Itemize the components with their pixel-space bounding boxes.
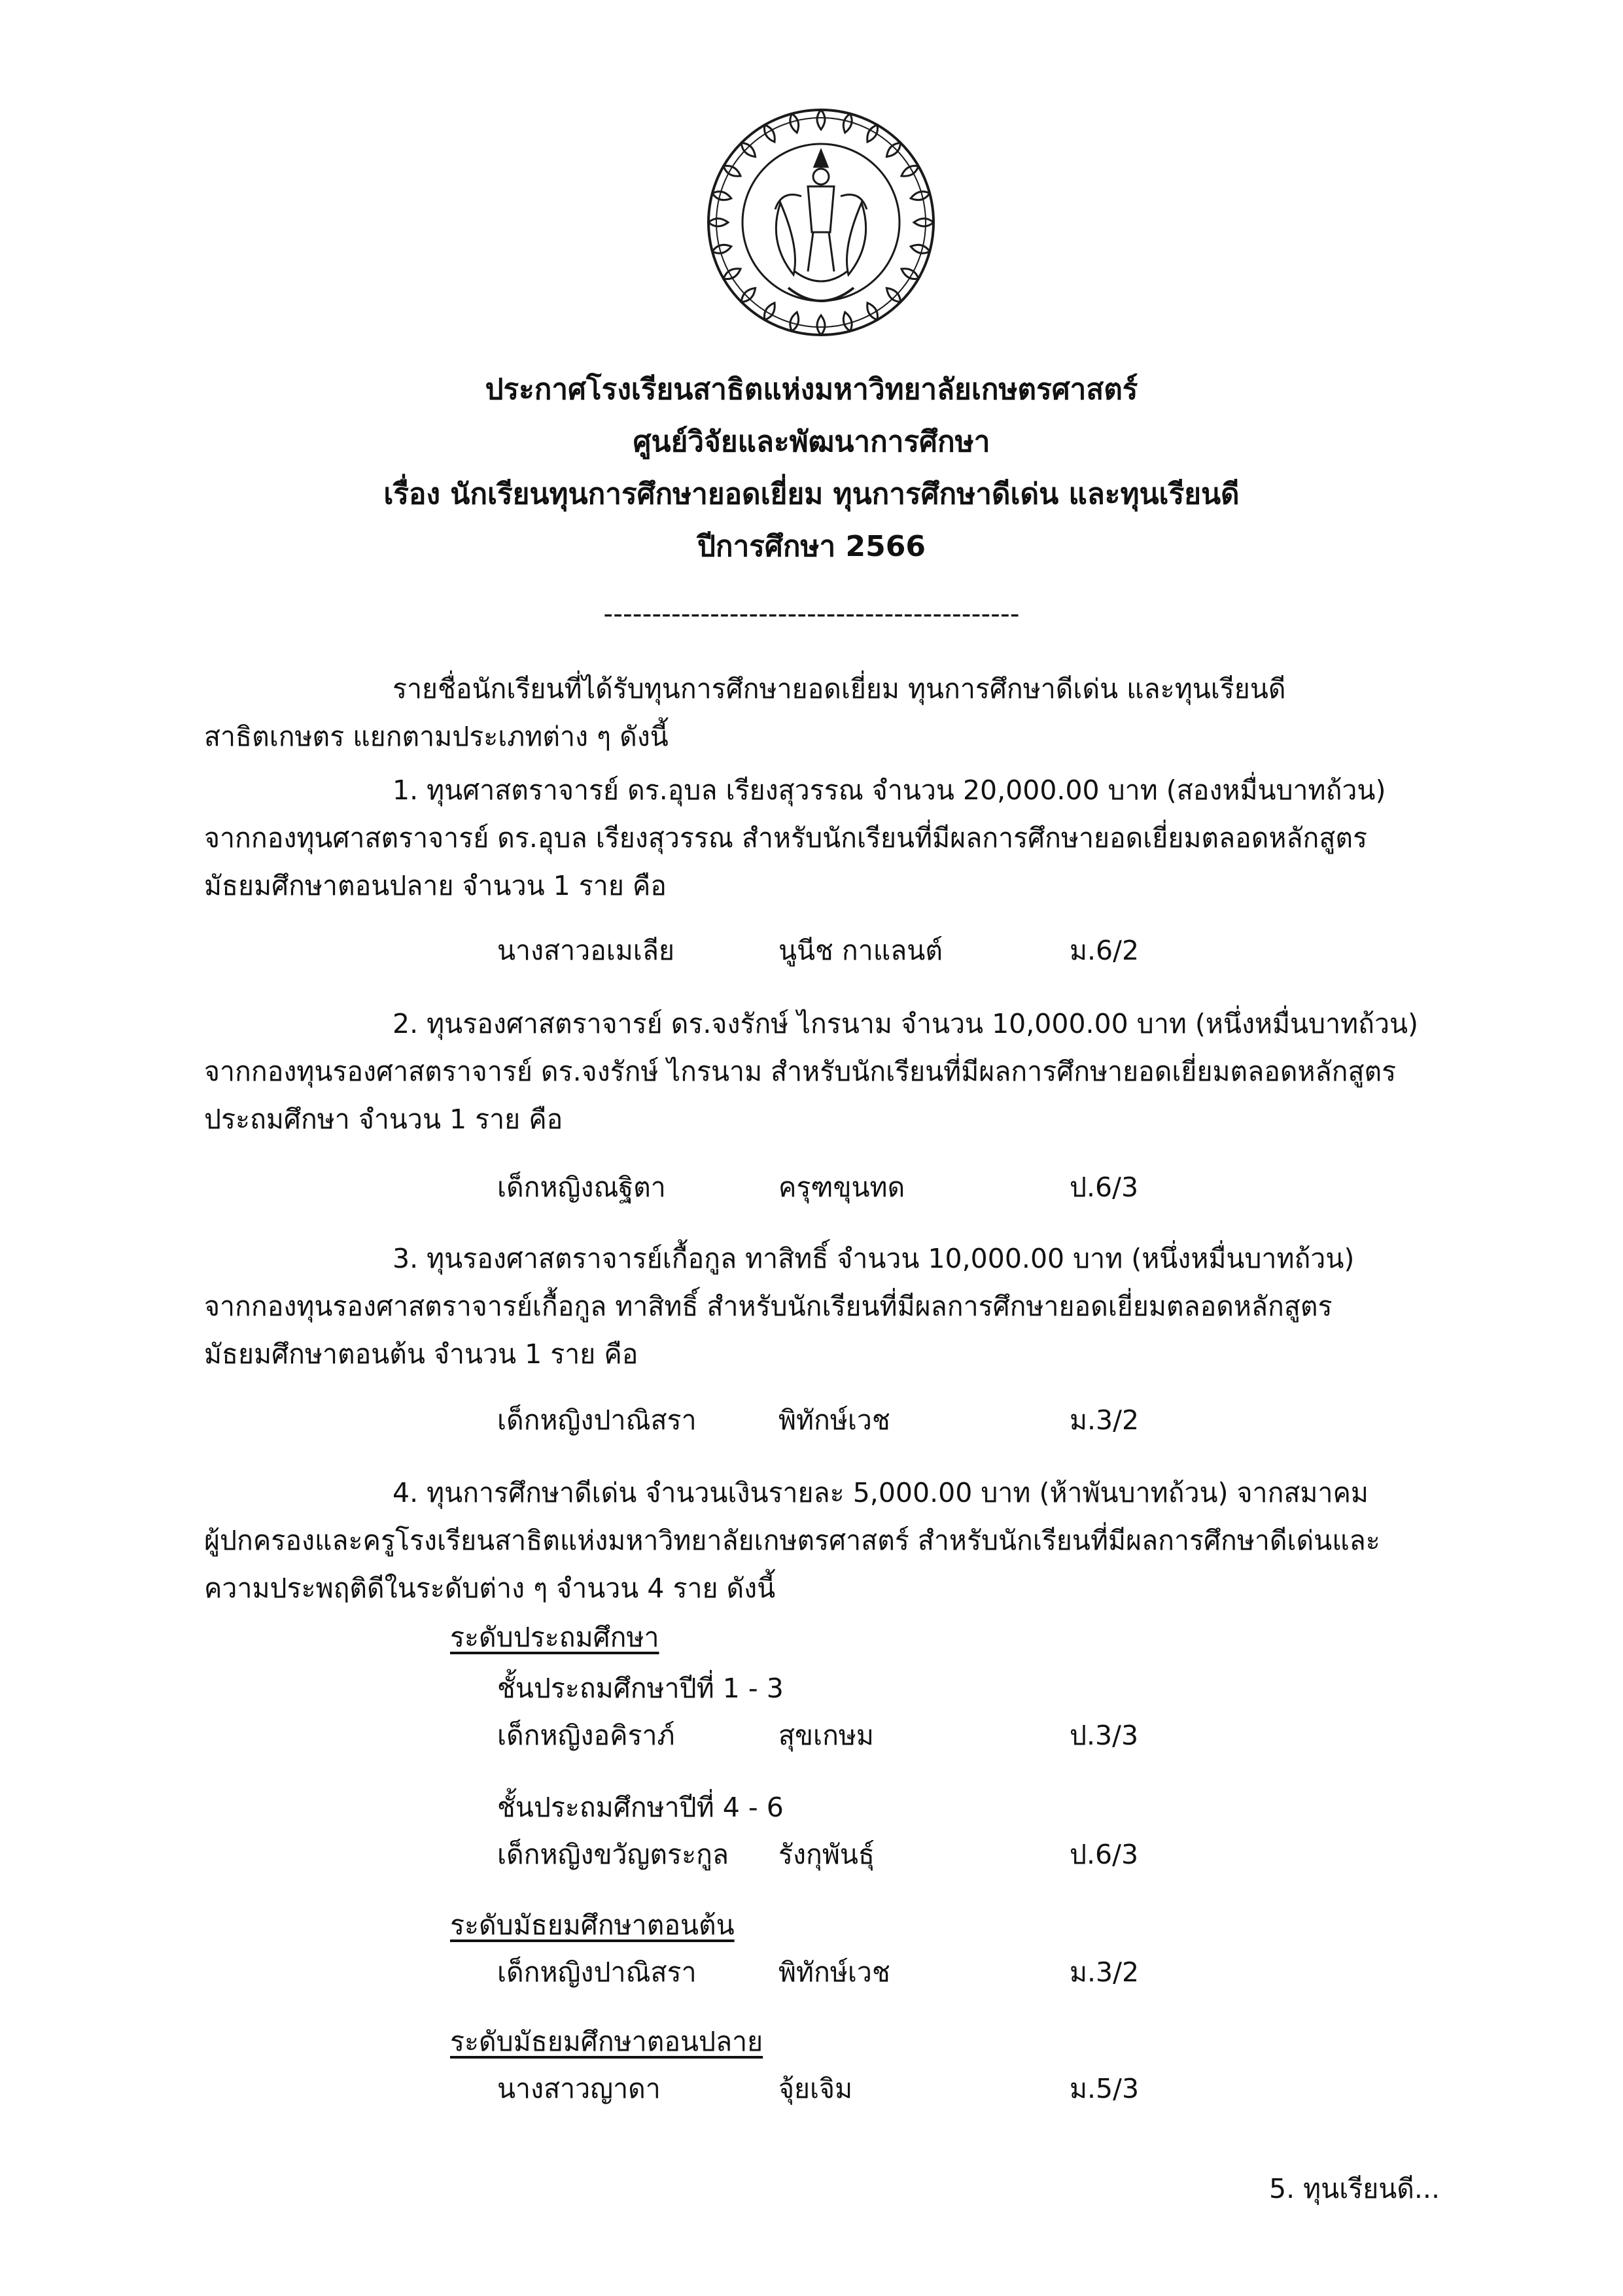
item-1-line-1: 1. ทุนศาสตราจารย์ ดร.อุบล เรียงสุวรรณ จำนวน 20,000.00 บาท (สองหมื่นบาทถ้วน) xyxy=(393,774,1386,806)
level-lower-secondary-heading: ระดับมัธยมศึกษาตอนต้น xyxy=(450,1909,735,1941)
subject-title: เรื่อง นักเรียนทุนการศึกษายอดเยี่ยม ทุนการศึกษาดีเด่น และทุนเรียนดี xyxy=(383,478,1240,511)
separator-line: ------------------------------------------- xyxy=(603,598,1020,629)
recipient-class: ป.6/3 xyxy=(1070,1839,1139,1870)
academic-year: ปีการศึกษา 2566 xyxy=(697,530,926,563)
recipient-first-name: นางสาวอเมเลีย xyxy=(497,935,674,966)
item-4-line-1: 4. ทุนการศึกษาดีเด่น จำนวนเงินรายละ 5,000.00 บาท (ห้าพันบาทถ้วน) จากสมาคม xyxy=(393,1477,1369,1508)
recipient-class: ป.6/3 xyxy=(1070,1172,1139,1203)
item-3-line-2: จากกองทุนรองศาสตราจารย์เกื้อกูล ทาสิทธิ์ สำหรับนักเรียนที่มีผลการศึกษายอดเยี่ยมตลอดหลักสูตร xyxy=(204,1291,1333,1322)
item-3-line-1: 3. ทุนรองศาสตราจารย์เกื้อกูล ทาสิทธิ์ จำนวน 10,000.00 บาท (หนึ่งหมื่นบาทถ้วน) xyxy=(393,1243,1355,1274)
recipient-class: ม.3/2 xyxy=(1070,1404,1140,1436)
recipient-class: ม.5/3 xyxy=(1070,2073,1140,2104)
recipient-last-name: จุ้ยเจิม xyxy=(778,2073,853,2104)
item-3-line-3: มัธยมศึกษาตอนต้น จำนวน 1 ราย คือ xyxy=(204,1338,638,1370)
item-1-line-2: จากกองทุนศาสตราจารย์ ดร.อุบล เรียงสุวรรณ สำหรับนักเรียนที่มีผลการศึกษายอดเยี่ยมตลอดหลักสูตร xyxy=(204,822,1368,854)
recipient-last-name: ครุฑขุนทด xyxy=(778,1172,905,1203)
department-title: ศูนย์วิจัยและพัฒนาการศึกษา xyxy=(633,425,990,459)
recipient-first-name: เด็กหญิงปาณิสรา xyxy=(497,1957,697,1988)
recipient-class: ม.6/2 xyxy=(1070,935,1140,966)
item-2-line-1: 2. ทุนรองศาสตราจารย์ ดร.จงรักษ์ ไกรนาม จำนวน 10,000.00 บาท (หนึ่งหมื่นบาทถ้วน) xyxy=(393,1008,1418,1039)
intro-line-2: สาธิตเกษตร แยกตามประเภทต่าง ๆ ดังนี้ xyxy=(204,721,669,752)
item-2-line-2: จากกองทุนรองศาสตราจารย์ ดร.จงรักษ์ ไกรนาม สำหรับนักเรียนที่มีผลการศึกษายอดเยี่ยมตลอดหลักสูตร xyxy=(204,1056,1397,1087)
item-1-line-3: มัธยมศึกษาตอนปลาย จำนวน 1 ราย คือ xyxy=(204,870,667,901)
level-upper-secondary-heading: ระดับมัธยมศึกษาตอนปลาย xyxy=(450,2026,763,2057)
recipient-last-name: สุขเกษม xyxy=(778,1720,874,1751)
level-primary-heading: ระดับประถมศึกษา xyxy=(450,1622,659,1653)
announcement-title: ประกาศโรงเรียนสาธิตแห่งมหาวิทยาลัยเกษตรศาสตร์ xyxy=(485,373,1138,406)
recipient-first-name: นางสาวญาดา xyxy=(497,2073,661,2104)
page-continuation: 5. ทุนเรียนดี... xyxy=(1268,2173,1440,2204)
recipient-last-name: พิทักษ์เวช xyxy=(778,1957,890,1988)
recipient-last-name: รังกุพันธุ์ xyxy=(778,1839,875,1870)
primary-grade-1-3-heading: ชั้นประถมศึกษาปีที่ 1 - 3 xyxy=(497,1673,784,1704)
primary-grade-4-6-heading: ชั้นประถมศึกษาปีที่ 4 - 6 xyxy=(497,1792,784,1823)
item-4-line-3: ความประพฤติดีในระดับต่าง ๆ จำนวน 4 ราย ดังนี้ xyxy=(204,1573,776,1604)
recipient-first-name: เด็กหญิงอคิราภ์ xyxy=(497,1720,675,1751)
recipient-first-name: เด็กหญิงณฐิตา xyxy=(497,1172,666,1203)
item-4-line-2: ผู้ปกครองและครูโรงเรียนสาธิตแห่งมหาวิทยาลัยเกษตรศาสตร์ สำหรับนักเรียนที่มีผลการศึกษาดีเด่นและ xyxy=(204,1525,1380,1556)
recipient-last-name: นูนีช กาแลนต์ xyxy=(778,935,943,966)
recipient-first-name: เด็กหญิงปาณิสรา xyxy=(497,1404,697,1436)
university-seal-icon xyxy=(703,105,939,340)
intro-line-1: รายชื่อนักเรียนที่ได้รับทุนการศึกษายอดเยี่ยม ทุนการศึกษาดีเด่น และทุนเรียนดี xyxy=(393,673,1286,704)
item-2-line-3: ประถมศึกษา จำนวน 1 ราย คือ xyxy=(204,1104,563,1135)
recipient-first-name: เด็กหญิงขวัญตระกูล xyxy=(497,1839,729,1870)
recipient-class: ม.3/2 xyxy=(1070,1957,1140,1988)
recipient-last-name: พิทักษ์เวช xyxy=(778,1404,890,1436)
recipient-class: ป.3/3 xyxy=(1070,1720,1139,1751)
